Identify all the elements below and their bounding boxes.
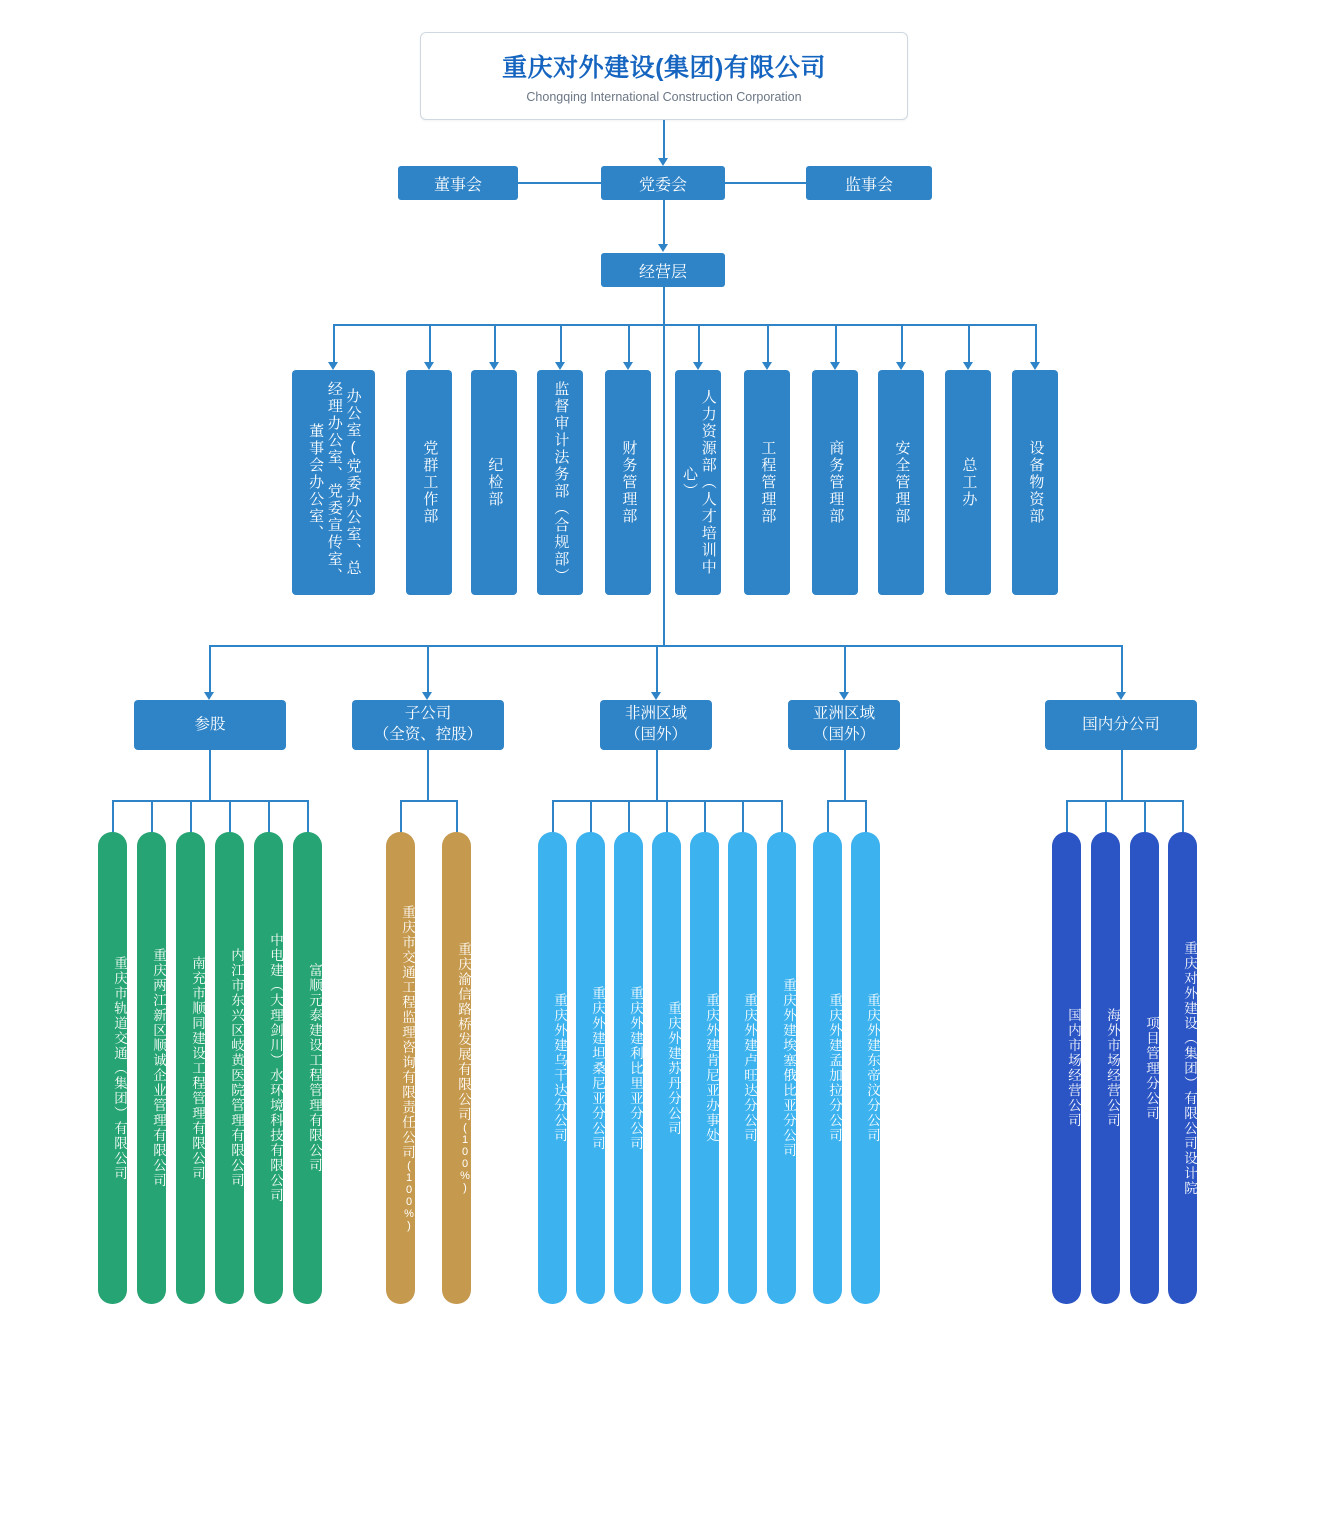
arrow-cat-1	[204, 692, 214, 700]
arrow-dept-2	[424, 362, 434, 370]
drop-af-6	[742, 800, 744, 834]
asia-bus	[827, 800, 866, 802]
arrow-cat-2	[422, 692, 432, 700]
dept-discipline: 纪检部	[471, 370, 517, 595]
drop-as-2	[865, 800, 867, 834]
drop-equity-4	[229, 800, 231, 834]
drop-sub-1	[400, 800, 402, 834]
domestic-unit-4: 重庆对外建设（集团）有限公司设计院	[1168, 832, 1197, 1304]
subsidiary-unit-2-share: (100%)	[459, 1122, 471, 1194]
category-subsidiary-line1: 子公司	[404, 705, 452, 723]
drop-dept-11	[1035, 324, 1037, 366]
category-africa	[600, 700, 712, 750]
drop-af-5	[704, 800, 706, 834]
drop-dept-3	[494, 324, 496, 366]
node-management-level: 经营层	[601, 253, 725, 287]
drop-af-7	[781, 800, 783, 834]
drop-equity-6	[307, 800, 309, 834]
dept-audit-legal: 监督审计法务部（合规部）	[537, 370, 583, 595]
root-company-box	[420, 32, 908, 120]
africa-unit-7: 重庆外建埃塞俄比亚分公司	[767, 832, 796, 1304]
category-domestic-line1: 国内分公司	[1082, 715, 1160, 733]
drop-equity-1	[112, 800, 114, 834]
africa-unit-2: 重庆外建坦桑尼亚分公司	[576, 832, 605, 1304]
subsidiary-unit-1	[386, 832, 415, 1304]
asia-unit-1: 重庆外建孟加拉分公司	[813, 832, 842, 1304]
arrow-dept-3	[489, 362, 499, 370]
equity-unit-4: 内江市东兴区岐黄医院管理有限公司	[215, 832, 244, 1304]
category-equity-line1: 参股	[194, 715, 226, 733]
drop-dept-8	[835, 324, 837, 366]
arrow-dept-1	[328, 362, 338, 370]
drop-dept-10	[968, 324, 970, 366]
arrow-dept-11	[1030, 362, 1040, 370]
africa-unit-3: 重庆外建利比里亚分公司	[614, 832, 643, 1304]
connector-africa-down	[656, 750, 658, 802]
node-board-of-directors: 董事会	[398, 166, 518, 200]
subsidiary-unit-1-share: (100%)	[403, 1159, 415, 1232]
dept-chief-engineer: 总工办	[945, 370, 991, 595]
domestic-unit-1: 国内市场经营公司	[1052, 832, 1081, 1304]
drop-dept-1	[333, 324, 335, 366]
connector-root-down	[663, 120, 665, 162]
dept-hr: 人力资源部（人才培训中心）	[675, 370, 721, 595]
arrow-dept-5	[623, 362, 633, 370]
drop-dept-6	[698, 324, 700, 366]
drop-cat-5	[1121, 645, 1123, 695]
drop-as-1	[827, 800, 829, 834]
arrow-cat-5	[1116, 692, 1126, 700]
dept-office: 办公室(党委办公室、总经理办公室、党委宣传室、董事会办公室、	[292, 370, 375, 595]
category-asia-line2: （国外）	[812, 726, 875, 743]
domestic-unit-2: 海外市场经营公司	[1091, 832, 1120, 1304]
drop-af-1	[552, 800, 554, 834]
dept-engineering: 工程管理部	[744, 370, 790, 595]
arrow-dept-8	[830, 362, 840, 370]
arrow-dept-7	[762, 362, 772, 370]
category-bus-horizontal	[209, 645, 1122, 647]
drop-dept-5	[628, 324, 630, 366]
category-asia	[788, 700, 900, 750]
connector-board-to-party	[518, 182, 601, 184]
africa-unit-6: 重庆外建卢旺达分公司	[728, 832, 757, 1304]
category-subsidiary-line2: （全资、控股）	[373, 726, 483, 743]
root-company-name-cn: 重庆对外建设(集团)有限公司	[502, 54, 826, 82]
connector-management-to-categories	[663, 324, 665, 646]
equity-unit-1: 重庆市轨道交通（集团）有限公司	[98, 832, 127, 1304]
equity-unit-5: 中电建（大理剑川）水环境科技有限公司	[254, 832, 283, 1304]
arrow-dept-6	[693, 362, 703, 370]
drop-dept-9	[901, 324, 903, 366]
arrow-management	[658, 244, 668, 252]
category-domestic	[1045, 700, 1197, 750]
asia-unit-2: 重庆外建东帝汶分公司	[851, 832, 880, 1304]
equity-unit-3: 南充市顺同建设工程管理有限公司	[176, 832, 205, 1304]
drop-cat-2	[427, 645, 429, 695]
domestic-bus	[1066, 800, 1182, 802]
drop-cat-1	[209, 645, 211, 695]
connector-party-to-supervisors	[725, 182, 806, 184]
node-board-of-supervisors: 监事会	[806, 166, 932, 200]
drop-dom-4	[1182, 800, 1184, 834]
arrow-cat-3	[651, 692, 661, 700]
drop-dept-4	[560, 324, 562, 366]
connector-domestic-down	[1121, 750, 1123, 802]
subsidiary-bus	[400, 800, 456, 802]
connector-asia-down	[844, 750, 846, 802]
africa-unit-1: 重庆外建乌干达分公司	[538, 832, 567, 1304]
connector-subsidiary-down	[427, 750, 429, 802]
drop-sub-2	[456, 800, 458, 834]
africa-unit-4: 重庆外建苏丹分公司	[652, 832, 681, 1304]
equity-bus	[112, 800, 308, 802]
dept-equipment: 设备物资部	[1012, 370, 1058, 595]
connector-equity-down	[209, 750, 211, 802]
category-africa-line2: （国外）	[624, 726, 687, 743]
drop-af-3	[628, 800, 630, 834]
drop-cat-4	[844, 645, 846, 695]
drop-cat-3	[656, 645, 658, 695]
arrow-root-down	[658, 158, 668, 166]
equity-unit-2: 重庆两江新区顺诚企业管理有限公司	[137, 832, 166, 1304]
drop-dom-2	[1105, 800, 1107, 834]
root-company-name-en: Chongqing International Construction Corporation	[526, 90, 802, 104]
category-subsidiary	[352, 700, 504, 750]
drop-dept-7	[767, 324, 769, 366]
category-africa-line1: 非洲区域	[624, 705, 687, 723]
arrow-cat-4	[839, 692, 849, 700]
node-party-committee: 党委会	[601, 166, 725, 200]
drop-dom-3	[1144, 800, 1146, 834]
drop-equity-5	[268, 800, 270, 834]
category-asia-line1: 亚洲区域	[812, 705, 875, 723]
subsidiary-unit-2-name: 重庆渝信路桥发展有限公司	[456, 942, 471, 1122]
arrow-dept-10	[963, 362, 973, 370]
arrow-dept-4	[555, 362, 565, 370]
africa-unit-5: 重庆外建肯尼亚办事处	[690, 832, 719, 1304]
category-equity	[134, 700, 286, 750]
dept-safety: 安全管理部	[878, 370, 924, 595]
dept-commerce: 商务管理部	[812, 370, 858, 595]
equity-unit-6: 富顺元泰建设工程管理有限公司	[293, 832, 322, 1304]
subsidiary-unit-2	[442, 832, 471, 1304]
connector-management-down	[663, 287, 665, 325]
drop-dept-2	[429, 324, 431, 366]
drop-af-2	[590, 800, 592, 834]
dept-party-affairs: 党群工作部	[406, 370, 452, 595]
dept-finance: 财务管理部	[605, 370, 651, 595]
domestic-unit-3: 项目管理分公司	[1130, 832, 1159, 1304]
drop-af-4	[666, 800, 668, 834]
drop-equity-2	[151, 800, 153, 834]
drop-equity-3	[190, 800, 192, 834]
subsidiary-unit-1-name: 重庆市交通工程监理咨询有限责任公司	[400, 904, 415, 1160]
dept-bus-horizontal	[333, 324, 1035, 326]
drop-dom-1	[1066, 800, 1068, 834]
connector-party-to-management	[663, 200, 665, 244]
arrow-dept-9	[896, 362, 906, 370]
